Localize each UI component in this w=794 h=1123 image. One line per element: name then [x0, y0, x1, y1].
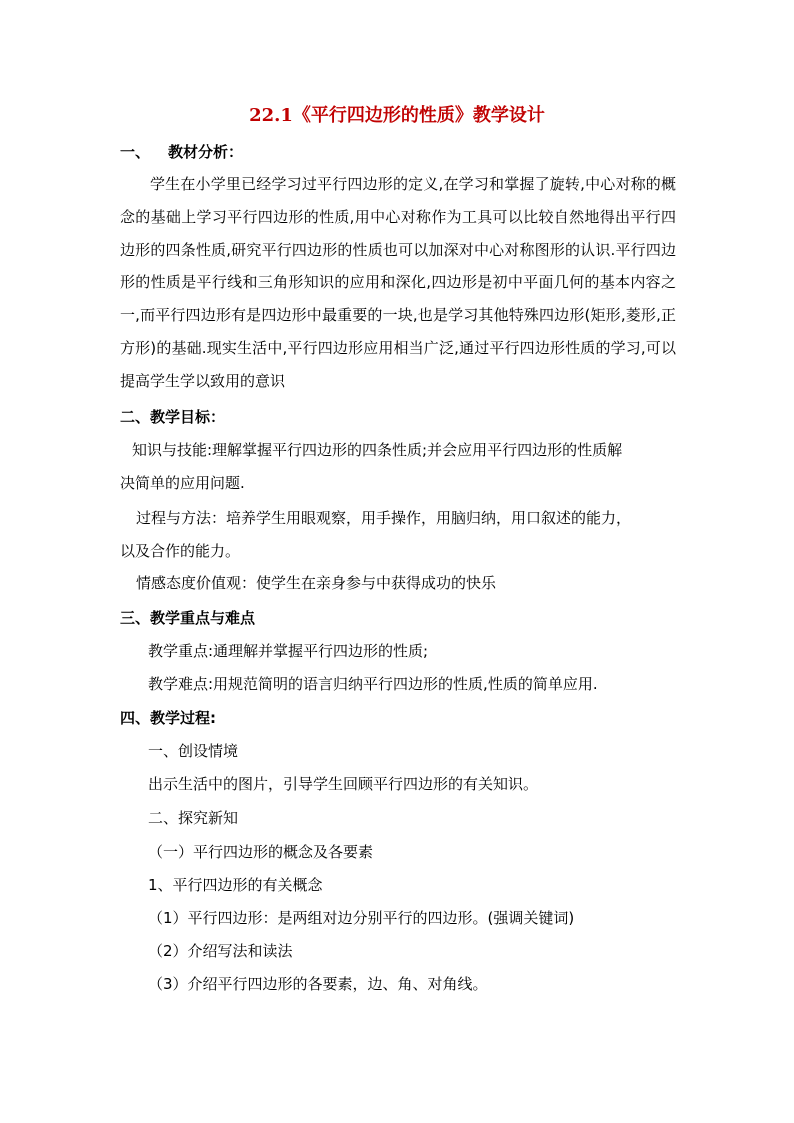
key-point-line: 教学重点:通理解并掌握平行四边形的性质;	[148, 642, 429, 660]
goal-process-line-2: 以及合作的能力。	[120, 542, 241, 560]
section-heading-teaching-process: 四、教学过程:	[120, 709, 216, 727]
textbook-analysis-paragraph: 学生在小学里已经学习过平行四边形的定义,在学习和掌握了旋转,中心对称的概念的基础上学习平行四边形的性质,用中心对称作为工具可以比较自然地得出平行四边形的四条性质,研究平行四边形的性质也可以加深对中心对称图形的认识.平行四边形的性质是平行线和三角形知识的应用和深化,四边形是初中平面几何的基本内容之一,而平行四边形有是四边形中最重要的一块,也是学习其他特殊四边形(矩形,菱形,正方形)的基础.现实生活中,平行四边形应用相当广泛,通过平行四边形性质的学习,可以提高学生学以致用的意识	[120, 175, 676, 390]
section-number: 一、	[120, 143, 151, 161]
goal-knowledge-line-1: 知识与技能:理解掌握平行四边形的四条性质;并会应用平行四边形的性质解	[132, 441, 623, 459]
process-subsection-1: （一）平行四边形的概念及各要素	[148, 843, 374, 861]
section-heading-teaching-goals: 二、教学目标：	[120, 408, 226, 426]
goal-emotion-line: 情感态度价值观：使学生在亲身参与中获得成功的快乐	[136, 574, 497, 592]
process-item-3: （3）介绍平行四边形的各要素，边、角、对角线。	[148, 975, 488, 993]
process-step-2: 二、探究新知	[148, 809, 239, 827]
process-step-1-text: 出示生活中的图片，引导学生回顾平行四边形的有关知识。	[148, 775, 539, 793]
document-title: 22.1《平行四边形的性质》教学设计	[249, 105, 545, 126]
process-step-1: 一、创设情境	[148, 742, 239, 760]
difficulty-line: 教学难点:用规范简明的语言归纳平行四边形的性质,性质的简单应用.	[148, 675, 598, 693]
process-item-2: （2）介绍写法和读法	[148, 942, 293, 960]
section-heading-textbook-analysis	[120, 140, 243, 164]
goal-process-line-1: 过程与方法：培养学生用眼观察，用手操作，用脑归纳，用口叙述的能力，	[136, 509, 632, 527]
goal-knowledge-line-2: 决简单的应用问题.	[120, 474, 245, 492]
process-item-1: （1）平行四边形：是两组对边分别平行的四边形。(强调关键词)	[148, 909, 575, 927]
section-heading-key-points: 三、教学重点与难点	[120, 609, 256, 627]
section-title: 教材分析：	[168, 143, 244, 161]
process-subsection-1-1: 1、平行四边形的有关概念	[148, 876, 323, 894]
